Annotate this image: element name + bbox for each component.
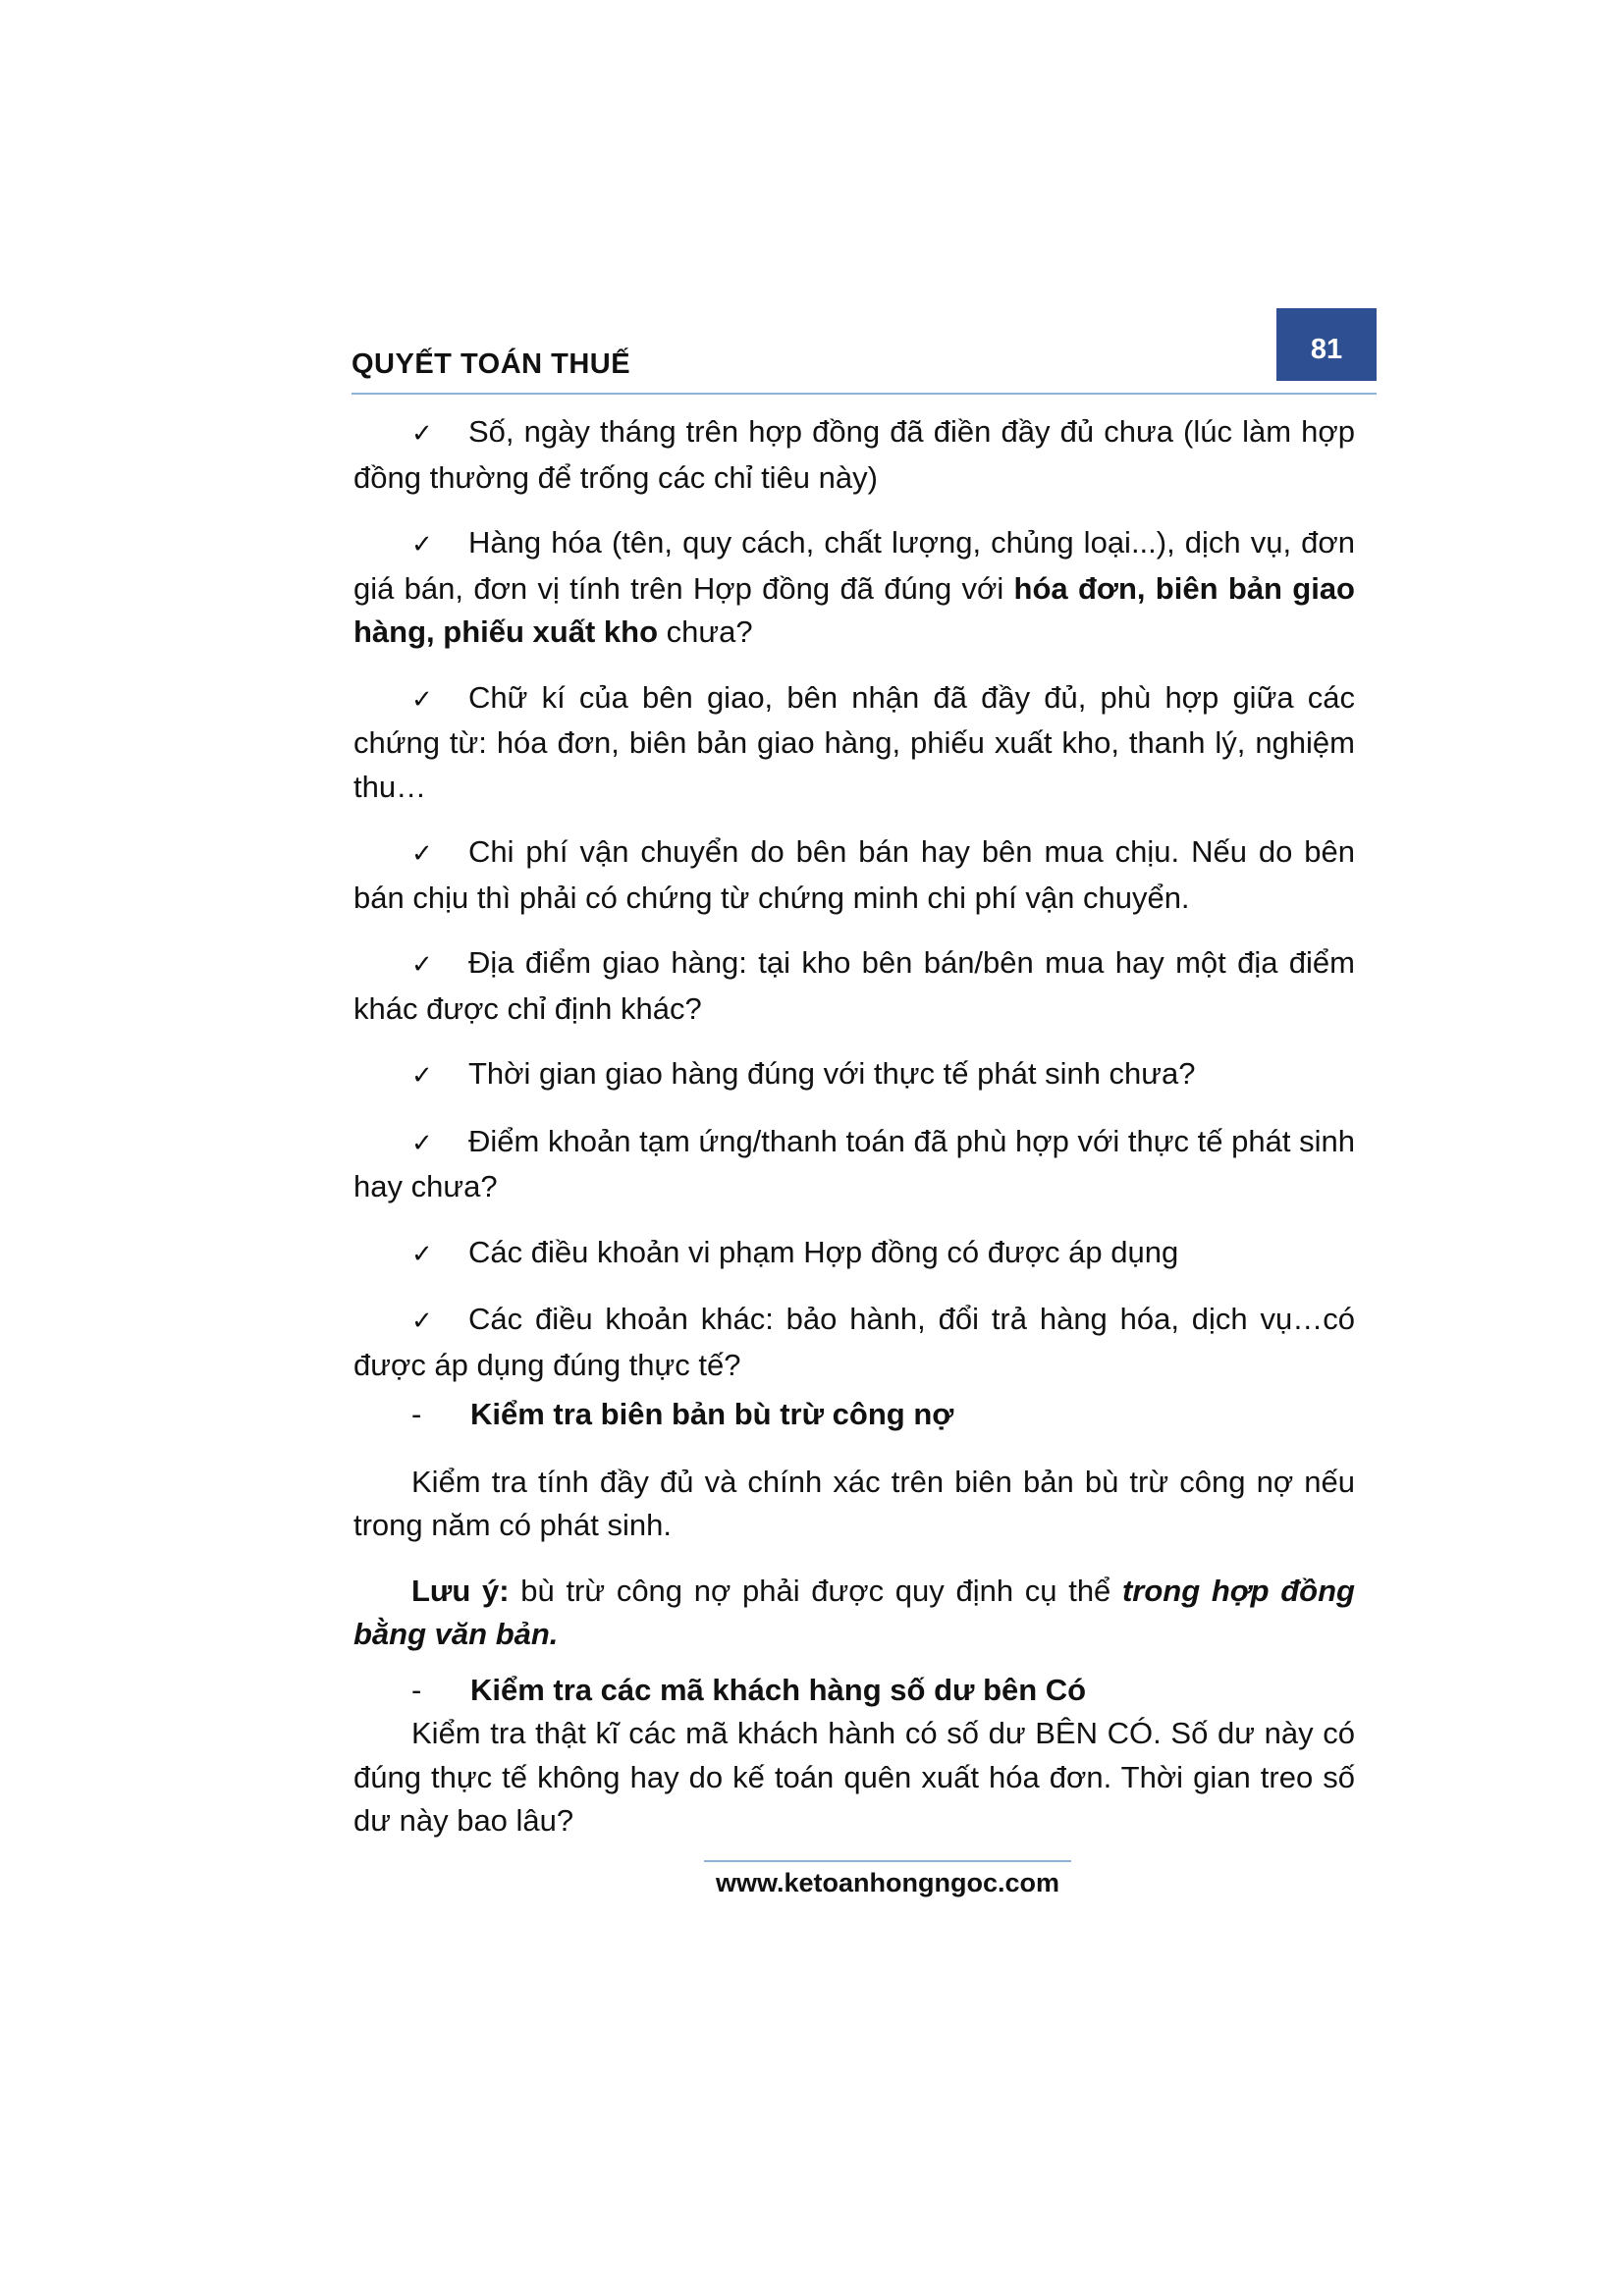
- page-content: [353, 410, 1355, 1865]
- checklist-item: [353, 830, 1355, 920]
- checklist-item: [353, 1120, 1355, 1209]
- page-footer: [704, 1860, 1071, 1898]
- checklist-text: chưa?: [658, 614, 753, 649]
- dash-marker: -: [411, 1397, 422, 1431]
- checklist-item: [353, 521, 1355, 655]
- checklist-text: Chữ kí của bên giao, bên nhận đã đầy đủ, phù hợp giữa các chứng từ: hóa đơn, biên bản giao hàng, phiếu xuất kho, thanh lý, nghiệm thu…: [353, 679, 1355, 804]
- check-icon: ✓: [411, 419, 433, 449]
- checklist-text: Số, ngày tháng trên hợp đồng đã điền đầy đủ chưa (lúc làm hợp đồng thường để trống các chỉ tiêu này): [353, 414, 1355, 495]
- footer-divider: [704, 1860, 1071, 1862]
- header-divider: [352, 393, 1377, 395]
- checklist-item: [353, 1052, 1355, 1098]
- page-number-badge: 81: [1276, 308, 1377, 381]
- section-body: Kiểm tra thật kĩ các mã khách hành có số dư BÊN CÓ. Số dư này có đúng thực tế không hay do kế toán quên xuất hóa đơn. Thời gian treo số dư này bao lâu?: [353, 1716, 1355, 1838]
- checklist-item: [353, 1231, 1355, 1277]
- footer-website-link[interactable]: www.ketoanhongngoc.com: [715, 1868, 1059, 1897]
- checklist-item: [353, 1298, 1355, 1387]
- note-text: bù trừ công nợ phải được quy định cụ thể: [509, 1573, 1122, 1608]
- checklist-item: [353, 941, 1355, 1031]
- check-icon: ✓: [411, 950, 433, 980]
- header-title: QUYẾT TOÁN THUẾ: [352, 348, 631, 380]
- check-icon: ✓: [411, 839, 433, 869]
- section-heading: [353, 1669, 1355, 1713]
- page-header: [352, 308, 1377, 395]
- section-body: Kiểm tra tính đầy đủ và chính xác trên biên bản bù trừ công nợ nếu trong năm có phát sinh.: [353, 1464, 1355, 1542]
- checklist-bold-text: hóa đơn, biên bản giao hàng, phiếu xuất kho: [353, 570, 1355, 649]
- checklist-text: Chi phí vận chuyển do bên bán hay bên mua chịu. Nếu do bên bán chịu thì phải có chứng từ chứng minh chi phí vận chuyển.: [353, 834, 1355, 915]
- checklist-item: [353, 410, 1355, 500]
- note-emphasis: trong hợp đồng bằng văn bản.: [353, 1573, 1355, 1651]
- checklist-text: Hàng hóa (tên, quy cách, chất lượng, chủng loại...), dịch vụ, đơn giá bán, đơn vị tính trên Hợp đồng đã đúng với: [353, 525, 1355, 606]
- section-heading-text: Kiểm tra biên bản bù trừ công nợ: [470, 1397, 954, 1431]
- checklist-text: Thời gian giao hàng đúng với thực tế phát sinh chưa?: [468, 1056, 1196, 1091]
- dash-marker: -: [411, 1672, 422, 1707]
- checklist-text: Điểm khoản tạm ứng/thanh toán đã phù hợp với thực tế phát sinh hay chưa?: [353, 1123, 1355, 1203]
- note-paragraph: [353, 1570, 1355, 1657]
- check-icon: ✓: [411, 1061, 433, 1091]
- check-icon: ✓: [411, 1307, 433, 1336]
- section-heading-text: Kiểm tra các mã khách hàng số dư bên Có: [470, 1672, 1087, 1707]
- check-icon: ✓: [411, 1239, 433, 1269]
- check-icon: ✓: [411, 1128, 433, 1158]
- checklist-text: Các điều khoản vi phạm Hợp đồng có được áp dụng: [468, 1234, 1179, 1269]
- checklist-item: [353, 676, 1355, 810]
- checklist-text: Các điều khoản khác: bảo hành, đổi trả hàng hóa, dịch vụ…có được áp dụng đúng thực tế?: [353, 1302, 1355, 1382]
- check-icon: ✓: [411, 684, 433, 715]
- note-label: Lưu ý:: [411, 1573, 510, 1608]
- checklist-text: Địa điểm giao hàng: tại kho bên bán/bên mua hay một địa điểm khác được chỉ định khác?: [353, 945, 1355, 1026]
- section-heading: [353, 1393, 1355, 1437]
- check-icon: ✓: [411, 530, 433, 560]
